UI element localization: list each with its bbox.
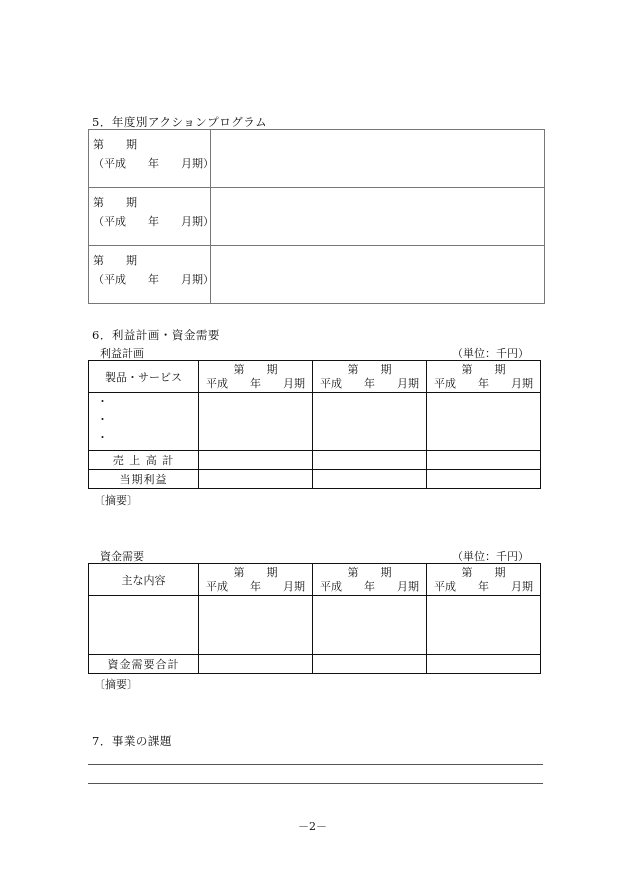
- value-cell[interactable]: [313, 451, 427, 470]
- period-date: 平成 年 月期: [320, 579, 419, 593]
- col-header-period: [199, 361, 313, 393]
- action-program-row: [89, 245, 544, 303]
- period-date: （平成 年 月期）: [93, 273, 214, 286]
- funds-title: 資金需要: [100, 550, 144, 563]
- value-cell[interactable]: [313, 596, 427, 655]
- period-label: 第 期: [461, 565, 506, 579]
- period-cell: [89, 246, 214, 303]
- program-content-cell[interactable]: [211, 246, 544, 303]
- col-header-content: 主な内容: [89, 564, 199, 596]
- period-label: 第 期: [461, 362, 506, 376]
- period-date: 平成 年 月期: [320, 376, 419, 390]
- row-label-funds-total: 資金需要合計: [89, 655, 199, 674]
- col-header-period: [313, 361, 427, 393]
- period-label: 第 期: [347, 362, 392, 376]
- funds-table: [88, 563, 541, 674]
- program-content-cell[interactable]: [211, 130, 544, 187]
- value-cell[interactable]: [427, 451, 541, 470]
- action-program-row: [89, 130, 544, 187]
- period-date: （平成 年 月期）: [93, 215, 214, 228]
- period-cell: [89, 130, 214, 187]
- answer-line[interactable]: [88, 764, 543, 765]
- value-cell[interactable]: [199, 451, 313, 470]
- col-header-period: [427, 361, 541, 393]
- period-label: 第 期: [233, 362, 278, 376]
- col-header-period: [199, 564, 313, 596]
- value-cell[interactable]: [427, 470, 541, 489]
- profit-plan-title: 利益計画: [100, 347, 144, 360]
- period-label: 第 期: [93, 254, 137, 267]
- period-date: 平成 年 月期: [206, 376, 305, 390]
- profit-note-label: 〔摘要〕: [94, 494, 138, 507]
- period-date: 平成 年 月期: [434, 579, 533, 593]
- value-cell[interactable]: [199, 470, 313, 489]
- value-cell[interactable]: [427, 655, 541, 674]
- profit-plan-table: [88, 360, 541, 489]
- col-header-product: 製品・サービス: [89, 361, 199, 393]
- value-cell[interactable]: [427, 393, 541, 451]
- bullet: ・: [97, 413, 108, 426]
- value-cell[interactable]: [313, 470, 427, 489]
- period-label: 第 期: [93, 138, 137, 151]
- period-date: 平成 年 月期: [206, 579, 305, 593]
- program-content-cell[interactable]: [211, 188, 544, 245]
- row-label-net-profit: 当期利益: [89, 470, 199, 489]
- product-list-cell[interactable]: [89, 393, 199, 451]
- funds-note-label: 〔摘要〕: [94, 678, 138, 691]
- col-header-period: [313, 564, 427, 596]
- period-date: （平成 年 月期）: [93, 157, 214, 170]
- period-label: 第 期: [347, 565, 392, 579]
- profit-unit: （単位：千円）: [452, 347, 529, 360]
- section5-heading: 5．年度別アクションプログラム: [92, 115, 268, 129]
- funds-unit: （単位：千円）: [452, 550, 529, 563]
- section7-heading: 7．事業の課題: [92, 734, 172, 748]
- answer-line[interactable]: [88, 783, 543, 784]
- period-cell: [89, 188, 214, 245]
- section6-heading: 6．利益計画・資金需要: [92, 328, 220, 342]
- value-cell[interactable]: [199, 655, 313, 674]
- period-label: 第 期: [93, 196, 137, 209]
- bullet: ・: [97, 395, 108, 408]
- action-program-table: [88, 129, 545, 304]
- value-cell[interactable]: [313, 393, 427, 451]
- content-cell[interactable]: [89, 596, 199, 655]
- bullet: ・: [97, 431, 108, 444]
- page-number: －2－: [298, 820, 327, 833]
- action-program-row: [89, 187, 544, 245]
- value-cell[interactable]: [199, 596, 313, 655]
- period-label: 第 期: [233, 565, 278, 579]
- col-header-period: [427, 564, 541, 596]
- row-label-sales-total: 売 上 高 計: [89, 451, 199, 470]
- value-cell[interactable]: [427, 596, 541, 655]
- value-cell[interactable]: [313, 655, 427, 674]
- value-cell[interactable]: [199, 393, 313, 451]
- period-date: 平成 年 月期: [434, 376, 533, 390]
